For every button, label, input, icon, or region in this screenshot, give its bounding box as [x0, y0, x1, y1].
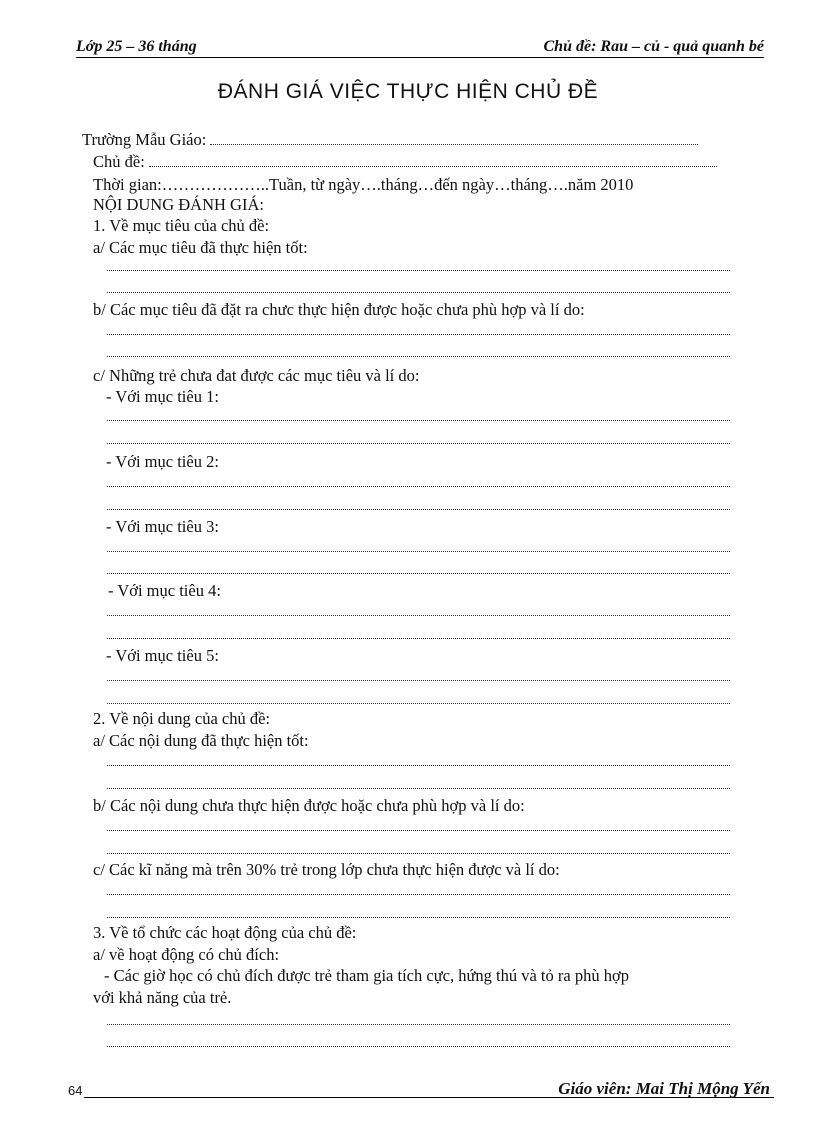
- dotted-line: [107, 270, 730, 271]
- teacher-name: Giáo viên: Mai Thị Mộng Yến: [558, 1079, 770, 1098]
- section2-heading: 2. Về nội dung của chủ đề:: [93, 709, 271, 728]
- dotted-line: [107, 680, 730, 681]
- dotted-line: [107, 638, 730, 639]
- goal-4-label: - Với mục tiêu 4:: [108, 581, 221, 600]
- dotted-line: [107, 509, 730, 510]
- dotted-line: [107, 1024, 730, 1025]
- page-title: ĐÁNH GIÁ VIỆC THỰC HIỆN CHỦ ĐỀ: [217, 80, 599, 103]
- dotted-line: [107, 615, 730, 616]
- topic-dots: [149, 166, 717, 167]
- dotted-line: [107, 420, 730, 421]
- dotted-line: [107, 292, 730, 293]
- section1-heading: 1. Về mục tiêu của chủ đề:: [93, 216, 270, 235]
- goal-5-label: - Với mục tiêu 5:: [106, 646, 219, 665]
- topic-field: [93, 152, 717, 172]
- section3-heading: 3. Về tổ chức các hoạt động của chủ đề:: [93, 923, 357, 942]
- section3-bullet-line1: - Các giờ học có chủ đích được trẻ tham gia tích cực, hứng thú và tỏ ra phù hợp: [104, 966, 629, 985]
- dotted-line: [107, 703, 730, 704]
- dotted-line: [107, 765, 730, 766]
- dotted-line: [107, 853, 730, 854]
- section2-b: b/ Các nội dung chưa thực hiện được hoặc chưa phù hợp và lí do:: [93, 796, 525, 815]
- dotted-line: [107, 788, 730, 789]
- dotted-line: [107, 551, 730, 552]
- section1-b: b/ Các mục tiêu đã đặt ra chưc thực hiện được hoặc chưa phù hợp và lí do:: [93, 300, 585, 319]
- section1-a: a/ Các mục tiêu đã thực hiện tốt:: [93, 238, 308, 257]
- page-number: 64: [68, 1083, 83, 1098]
- section3-a: a/ về hoạt động có chủ đích:: [93, 945, 280, 964]
- dotted-line: [107, 830, 730, 831]
- header-divider: [76, 57, 764, 58]
- school-dots: [210, 144, 698, 145]
- dotted-line: [107, 1046, 730, 1047]
- header-grade: Lớp 25 – 36 tháng: [76, 38, 197, 55]
- dotted-line: [107, 917, 730, 918]
- dotted-line: [107, 573, 730, 574]
- section2-c: c/ Các kĩ năng mà trên 30% trẻ trong lớp chưa thực hiện được và lí do:: [93, 860, 560, 879]
- school-label: Trường Mẫu Giáo:: [82, 130, 207, 149]
- section1-c: c/ Những trẻ chưa đat được các mục tiêu và lí do:: [93, 366, 420, 385]
- content-heading: NỘI DUNG ĐÁNH GIÁ:: [93, 195, 264, 214]
- topic-label: Chủ đề:: [93, 152, 145, 171]
- dotted-line: [107, 334, 730, 335]
- dotted-line: [107, 486, 730, 487]
- school-field: [82, 130, 698, 150]
- header-topic: Chủ đề: Rau – củ - quả quanh bé: [543, 38, 764, 55]
- goal-2-label: - Với mục tiêu 2:: [106, 452, 219, 471]
- section3-bullet-line2: với khả năng của trẻ.: [93, 988, 232, 1007]
- goal-1-label: - Với mục tiêu 1:: [106, 387, 219, 406]
- dotted-line: [107, 356, 730, 357]
- dotted-line: [107, 894, 730, 895]
- time-line: Thời gian:………………..Tuần, từ ngày….tháng…đến ngày…tháng….năm 2010: [93, 175, 634, 194]
- goal-3-label: - Với mục tiêu 3:: [106, 517, 219, 536]
- section2-a: a/ Các nội dung đã thực hiện tốt:: [93, 731, 309, 750]
- dotted-line: [107, 443, 730, 444]
